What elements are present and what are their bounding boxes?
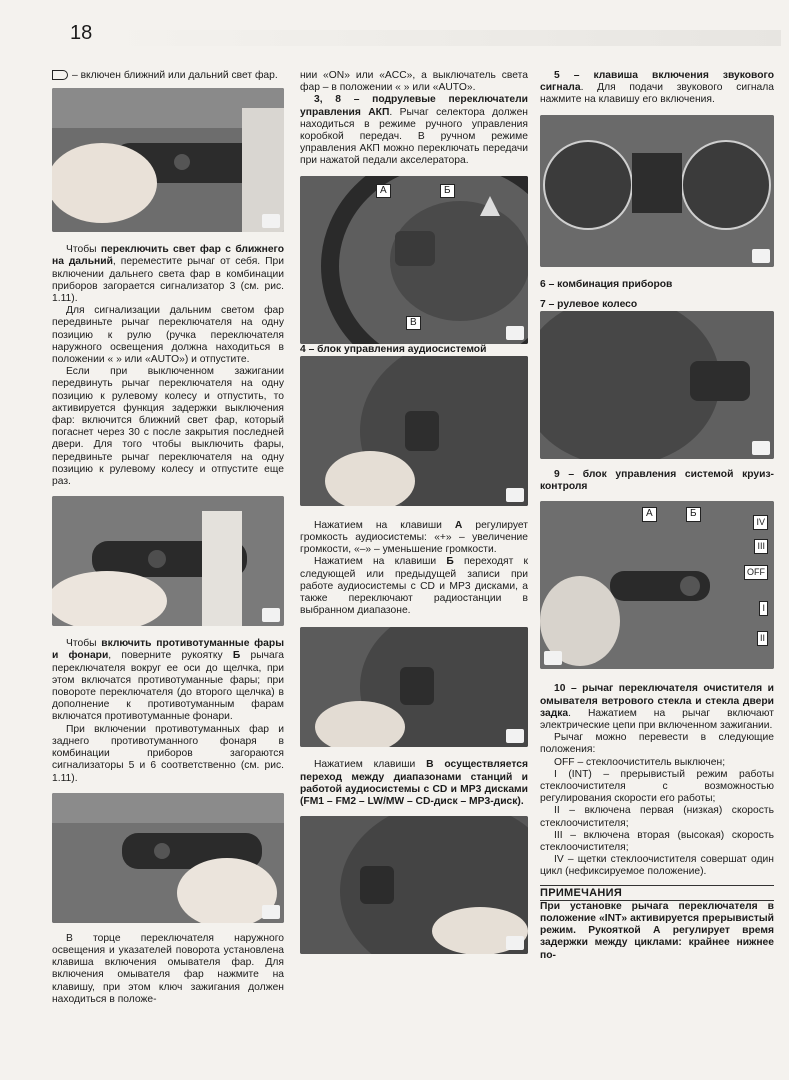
label-ii: II xyxy=(757,631,768,645)
photo-audio-controls-3 xyxy=(300,816,528,954)
label-b: Б xyxy=(440,184,455,198)
col1-top-text: – включен ближний или дальний свет фар. xyxy=(52,70,284,82)
photo-light-switch-2 xyxy=(52,496,284,626)
header-band xyxy=(100,30,781,46)
label-i: I xyxy=(759,601,768,615)
col1-p5: При включении противотуманных фар и заднего противотуманного фонаря в комбинации приборов загораются сигнализаторы 5 и 6 соответственно (см. рис. 1.11). xyxy=(52,723,284,784)
photo-light-switch-3 xyxy=(52,793,284,923)
col3-caption-cruise: 9 – блок управления системой круиз-контроля xyxy=(540,469,774,493)
photo-corner-icon xyxy=(506,936,524,950)
photo-corner-icon xyxy=(752,441,770,455)
list-item: I (INT) – прерывистый режим работы стеклоочистителя с возможностью регулирования скорости его работы; xyxy=(540,768,774,805)
notes-text: При установке рычага переключателя в положение «INT» активируется прерывистый режим. Рукояткой А регулирует время задержки между циклами: крайнее нижнее по- xyxy=(540,900,774,961)
label-a: А xyxy=(642,507,657,521)
list-item: OFF – стеклоочиститель выключен; xyxy=(554,756,726,768)
label-iv: IV xyxy=(753,515,768,529)
photo-corner-icon xyxy=(752,249,770,263)
col2-top-text: нии «ON» или «ACC», а выключатель света фар – в положении « » или «AUTO». xyxy=(300,70,528,94)
photo-paddle-shifters xyxy=(300,176,528,344)
label-off: OFF xyxy=(744,565,768,579)
col2-p2: Нажатием на клавиши Б переходят к следующей или предыдущей записи при работе аудиосистемы с CD и MP3 дисками, а также переключают радиостанции в выбранном диапазоне. xyxy=(300,556,528,617)
page-number: 18 xyxy=(70,22,93,44)
headlight-icon xyxy=(52,70,68,80)
col1-p4: Чтобы включить противотуманные фары и фонари, поверните рукоятку Б рычага переключателя вокруг ее оси до щелчка, при этом включатся противотуманные фары; при повороте переключателя (до второго щелчка) в дополнение к противотуманным фарам включатся противотуманные фонари. xyxy=(52,638,284,723)
col3-p1: Рычаг можно перевести в следующие положения: xyxy=(540,732,774,756)
photo-corner-icon xyxy=(506,729,524,743)
photo-corner-icon xyxy=(262,608,280,622)
col1-p6: В торце переключателя наружного освещения и указателей поворота установлена клавиша включения омывателя фар. Для включения омывателя фар нажмите на клавишу, при этом ключ зажигания должен находиться в положе- xyxy=(52,932,284,1005)
photo-corner-icon xyxy=(544,651,562,665)
label-iii: III xyxy=(754,539,768,553)
column-1 xyxy=(52,70,284,1006)
photo-corner-icon xyxy=(262,905,280,919)
photo-wiper-switch xyxy=(540,501,774,669)
col3-caption-cluster: 6 – комбинация приборов xyxy=(540,278,673,290)
photo-corner-icon xyxy=(262,214,280,228)
col3-caption-wheel: 7 – рулевое колесо xyxy=(540,298,638,310)
photo-light-switch-1 xyxy=(52,88,284,232)
photo-instrument-cluster xyxy=(540,115,774,267)
col2-p3: Нажатием клавиши В осуществляется переход между диапазонами станций и работой аудиосистемы с CD и MP3 дисками (FM1 – FM2 – LW/MW – CD-диск – MP3-диск). xyxy=(300,759,528,808)
col1-p1: Чтобы переключить свет фар с ближнего на дальний, переместите рычаг от себя. При включении дальнего света фар в комбинации приборов загорается сигнализатор 3 (см. рис. 1.11). xyxy=(52,244,284,305)
column-3 xyxy=(540,70,774,962)
col3-h1-para: 5 – клавиша включения звукового сигнала. Для подачи звукового сигнала нажмите на клавишу его включения. xyxy=(540,70,774,106)
col1-p3: Если при выключенном зажигании передвинуть рычаг переключателя на одну позицию к рулевому колесу и отпустить, то активируется функция задержки выключения фар: включится ближний свет фар, который погаснет через 30 с после закрытия последней двери. Для того чтобы выключить фары, передвиньте рычаг переключателя на одну позицию к рулевому колесу и отпустите еще раз. xyxy=(52,366,284,488)
col2-caption-audio: 4 – блок управления аудиосистемой xyxy=(300,343,487,355)
photo-audio-controls-2 xyxy=(300,627,528,747)
list-item: II – включена первая (низкая) скорость стеклоочистителя; xyxy=(540,805,774,829)
notes-title: ПРИМЕЧАНИЯ xyxy=(540,885,774,901)
column-2 xyxy=(300,70,528,954)
photo-steering-wheel xyxy=(540,311,774,459)
photo-audio-controls-1 xyxy=(300,356,528,506)
col2-p1: Нажатием на клавиши А регулирует громкость аудиосистемы: «+» – увеличение громкости, «–» – уменьшение громкости. xyxy=(300,519,528,556)
label-v: В xyxy=(406,316,421,330)
list-item: IV – щетки стеклоочистителя совершат один цикл (нефиксируемое положение). xyxy=(540,854,774,878)
photo-corner-icon xyxy=(506,488,524,502)
label-b: Б xyxy=(686,507,701,521)
col1-p2: Для сигнализации дальним светом фар передвиньте рычаг переключателя на одну позицию к рулю (ручка переключателя наружного освещения должна находиться в положении « » или «AUTO») и отпустите. xyxy=(52,305,284,366)
label-a: А xyxy=(376,184,391,198)
photo-corner-icon xyxy=(506,326,524,340)
col2-h1-para: 3, 8 – подрулевые переключатели управления АКП. Рычаг селектора должен находиться в режиме ручного управления коробкой передач. В ручном режиме управления АКП можно переключать передачи при нажатой педали акселератора. xyxy=(300,94,528,167)
col3-h2-para: 10 – рычаг переключателя очистителя и омывателя ветрового стекла и стекла двери задка. Нажатием на рычаг включают электрические цепи при включенном зажигании. xyxy=(540,683,774,732)
list-item: III – включена вторая (высокая) скорость стеклоочистителя; xyxy=(540,829,774,854)
